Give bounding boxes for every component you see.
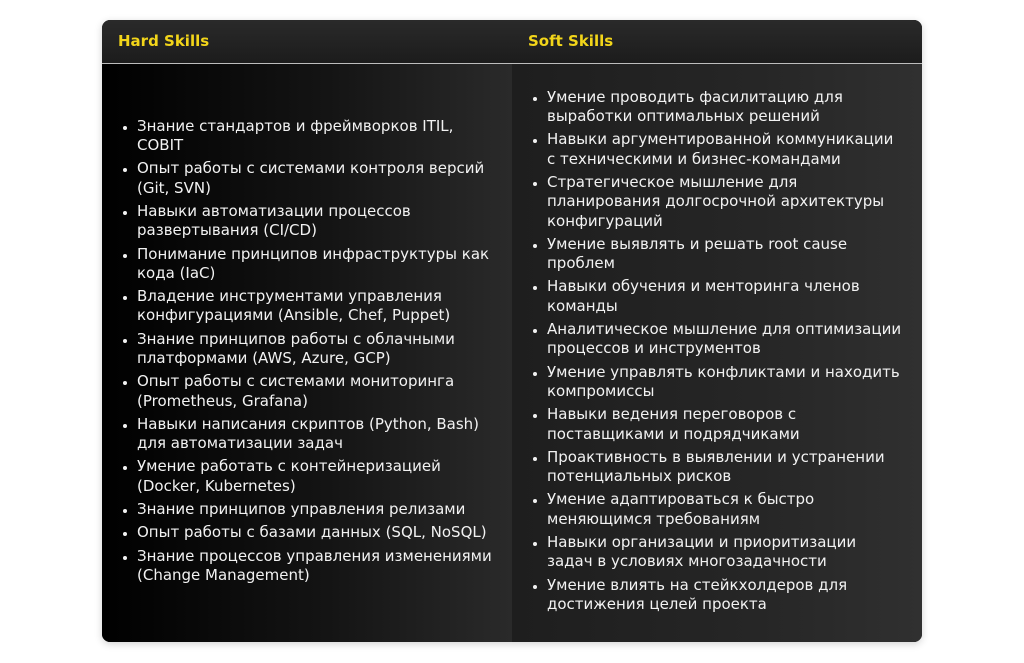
soft-skills-list — [512, 88, 922, 618]
list-item: • Навыки написания скриптов (Python, Bash) для автоматизации задач — [137, 415, 492, 454]
list-item: • Умение работать с контейнеризацией (Docker, Kubernetes) — [137, 457, 492, 496]
soft-skills-heading: Soft Skills — [528, 32, 614, 50]
hard-skills-column — [102, 64, 512, 642]
list-item: • Стратегическое мышление для планирования долгосрочной архитектуры конфигураций — [547, 173, 902, 231]
list-item: • Умение выявлять и решать root cause проблем — [547, 235, 902, 274]
list-item: • Опыт работы с базами данных (SQL, NoSQL) — [137, 523, 492, 542]
list-item: • Умение адаптироваться к быстро меняющимся требованиям — [547, 490, 902, 529]
list-item: • Знание принципов управления релизами — [137, 500, 492, 519]
list-item: • Опыт работы с системами мониторинга (Prometheus, Grafana) — [137, 372, 492, 411]
list-item: • Знание принципов работы с облачными платформами (AWS, Azure, GCP) — [137, 330, 492, 369]
list-item: • Аналитическое мышление для оптимизации процессов и инструментов — [547, 320, 902, 359]
list-item: • Знание стандартов и фреймворков ITIL, COBIT — [137, 117, 492, 156]
list-item: • Проактивность в выявлении и устранении потенциальных рисков — [547, 448, 902, 487]
list-item: • Умение влиять на стейкхолдеров для достижения целей проекта — [547, 576, 902, 615]
list-item: • Умение проводить фасилитацию для выработки оптимальных решений — [547, 88, 902, 127]
list-item: • Навыки обучения и менторинга членов команды — [547, 277, 902, 316]
soft-skills-column — [512, 64, 922, 642]
list-item: • Понимание принципов инфраструктуры как кода (IaC) — [137, 245, 492, 284]
skills-table — [102, 20, 922, 642]
list-item: • Умение управлять конфликтами и находить компромиссы — [547, 363, 902, 402]
list-item: • Опыт работы с системами контроля версий (Git, SVN) — [137, 159, 492, 198]
list-item: • Владение инструментами управления конфигурациями (Ansible, Chef, Puppet) — [137, 287, 492, 326]
list-item: • Навыки ведения переговоров с поставщиками и подрядчиками — [547, 405, 902, 444]
list-item: • Навыки организации и приоритизации задач в условиях многозадачности — [547, 533, 902, 572]
hard-skills-list — [102, 117, 512, 590]
list-item: • Навыки аргументированной коммуникации с техническими и бизнес-командами — [547, 130, 902, 169]
list-item: • Навыки автоматизации процессов развертывания (CI/CD) — [137, 202, 492, 241]
hard-skills-heading: Hard Skills — [118, 32, 210, 50]
list-item: • Знание процессов управления изменениями (Change Management) — [137, 547, 492, 586]
table-header — [102, 20, 922, 64]
